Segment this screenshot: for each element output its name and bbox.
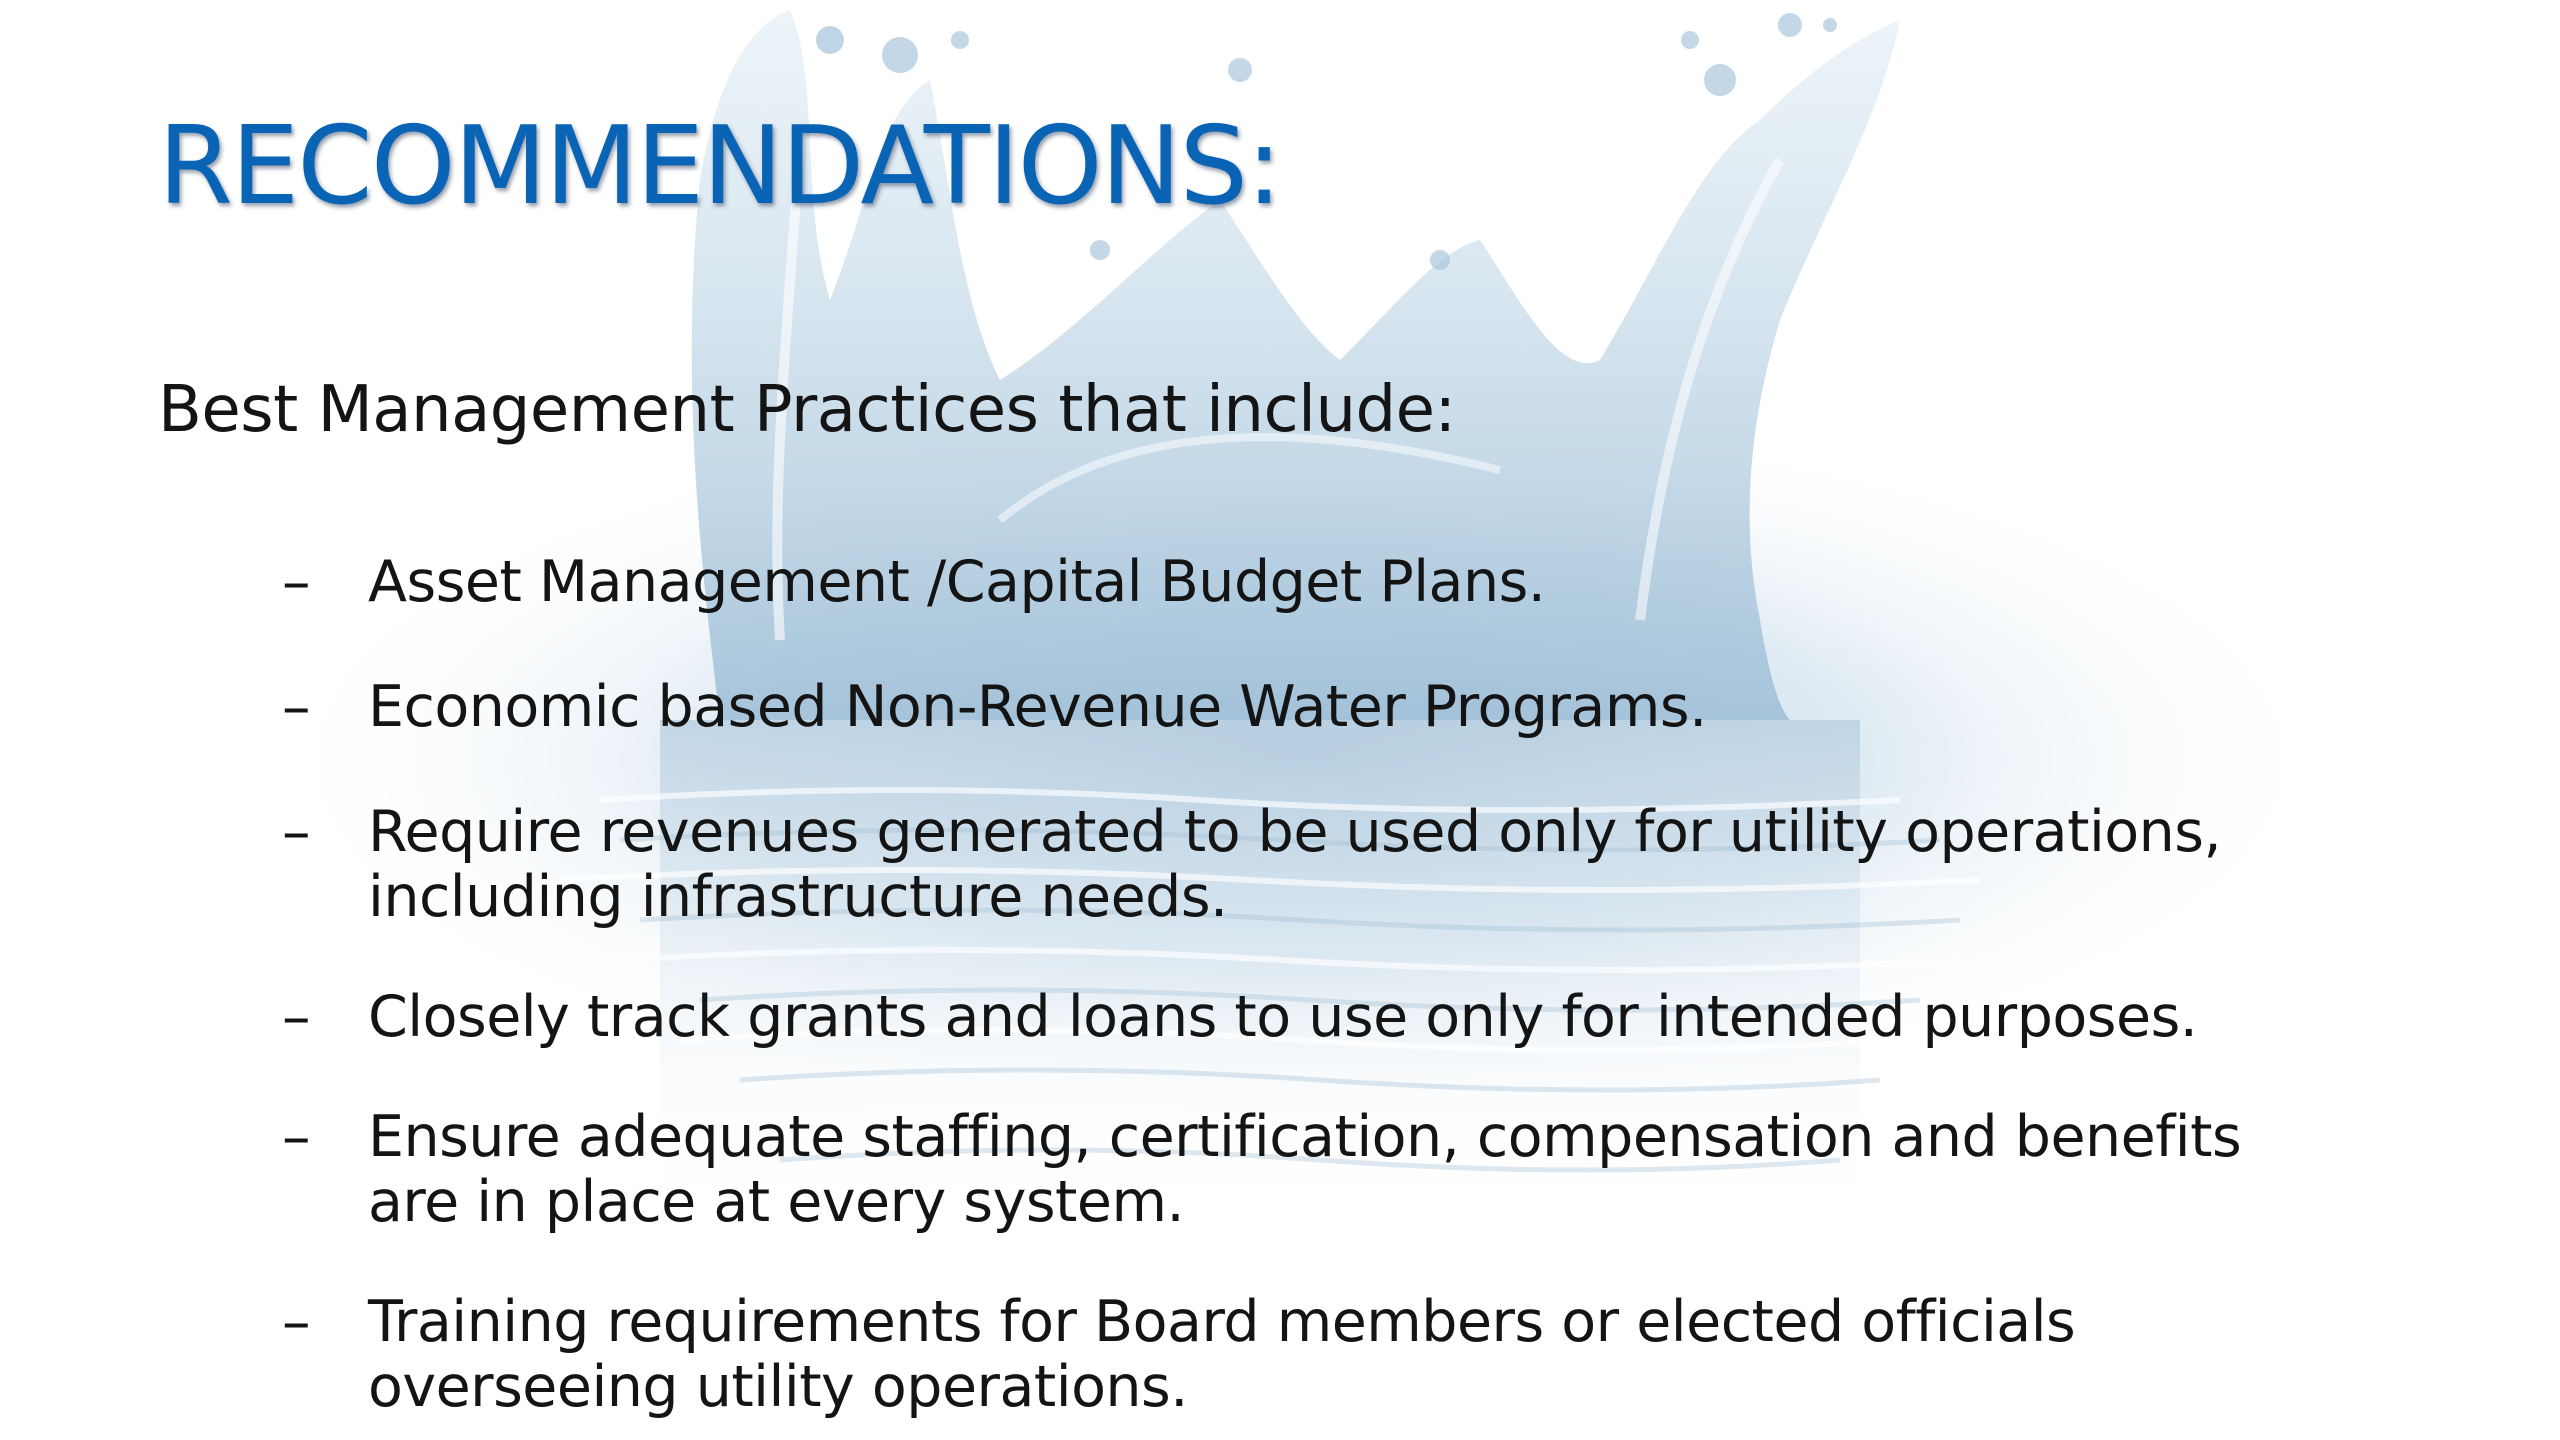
list-item [282, 800, 2342, 930]
recommendations-list [282, 550, 2342, 1420]
list-item-label: Asset Management /Capital Budget Plans. [368, 549, 1546, 615]
bullet-dash: – [282, 1289, 310, 1355]
bullet-dash: – [282, 984, 310, 1050]
bullet-dash: – [282, 549, 310, 615]
intro-text: Best Management Practices that include: [158, 373, 1456, 447]
list-item-label: Ensure adequate staffing, certification, compensation and benefits are in place at every system. [368, 1104, 2242, 1235]
list-item-label: Training requirements for Board members or elected officials overseeing utility operations. [368, 1289, 2076, 1420]
list-item [282, 1105, 2342, 1235]
list-item-label: Require revenues generated to be used only for utility operations, including infrastructure needs. [368, 799, 2222, 930]
list-item-label: Closely track grants and loans to use only for intended purposes. [368, 984, 2198, 1050]
list-item [282, 985, 2342, 1050]
slide-title: RECOMMENDATIONS: [158, 104, 1281, 229]
list-item [282, 550, 2342, 615]
list-item [282, 675, 2342, 740]
list-item [282, 1290, 2342, 1420]
bullet-dash: – [282, 1104, 310, 1170]
list-item-label: Economic based Non-Revenue Water Programs. [368, 674, 1707, 740]
bullet-dash: – [282, 799, 310, 865]
bullet-dash: – [282, 674, 310, 740]
